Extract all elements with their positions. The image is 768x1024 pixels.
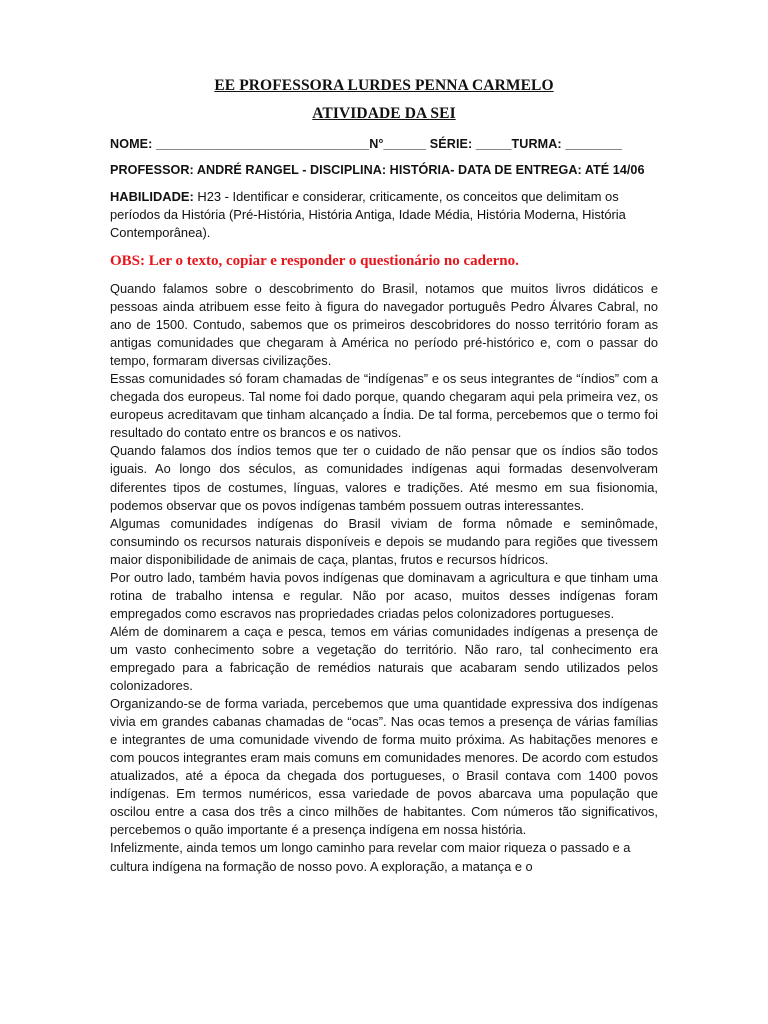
obs-instruction: OBS: Ler o texto, copiar e responder o questionário no caderno. <box>110 253 519 269</box>
paragraph: Por outro lado, também havia povos indígenas que dominavam a agricultura e que tinham uma rotina de trabalho intensa e regular. Não por acaso, muitos desses indígenas foram empregados como escravos nas propriedades criadas pelos colonizadores portugueses. <box>110 569 658 621</box>
professor-info-line: PROFESSOR: ANDRÉ RANGEL - DISCIPLINA: HISTÓRIA- DATA DE ENTREGA: ATÉ 14/06 <box>110 162 645 177</box>
habilidade-text: H23 - Identificar e considerar, criticamente, os conceitos que delimitam os períodos da História (Pré-História, História Antiga, Idade Média, História Moderna, História Contemporânea). <box>110 189 626 240</box>
habilidade-label: HABILIDADE: <box>110 189 194 204</box>
habilidade-block <box>110 188 658 242</box>
paragraph: Algumas comunidades indígenas do Brasil viviam de forma nômade e seminômade, consumindo os recursos naturais disponíveis e depois se mudando para regiões que tivessem maior disponibilidade de animais de caça, plantas, frutos e recursos hídricos. <box>110 515 658 567</box>
school-name-heading: EE PROFESSORA LURDES PENNA CARMELO <box>214 77 554 94</box>
paragraph: Quando falamos dos índios temos que ter o cuidado de não pensar que os índios são todos iguais. Ao longo dos séculos, as comunidades indígenas aqui formadas desenvolveram diferentes tipos de costumes, línguas, valores e tradições. Até mesmo em sua fisionomia, podemos observar que os povos indígenas também possuem outras interessantes. <box>110 443 658 513</box>
reading-text <box>110 280 658 876</box>
paragraph: Infelizmente, ainda temos um longo caminho para revelar com maior riqueza o passado e a cultura indígena na formação de nosso povo. A exploração, a matança e o <box>110 840 631 874</box>
paragraph: Além de dominarem a caça e pesca, temos em várias comunidades indígenas a presença de um vasto conhecimento sobre a vegetação do território. Não raro, tal conhecimento era empregado para a fabricação de remédios naturais que acabaram sendo utilizados pelos colonizadores. <box>110 623 658 694</box>
paragraph: Organizando-se de forma variada, percebemos que uma quantidade expressiva dos indígenas vivia em grandes cabanas chamadas de “ocas”. Nas ocas temos a presença de várias famílias e integrantes de uma comunidade vivendo de forma muito próxima. As habitações menores e com poucos integrantes eram mais comuns em comunidades menores. De acordo com estudos atualizados, até a época da chegada dos portugueses, o Brasil contava com 1400 povos indígenas. Em termos numéricos, essa variedade de povos abarcava uma população que oscilou entre a casa dos três a cinco milhões de habitantes. Com números tão significativos, percebemos o quão importante é a presença indígena em nossa história. <box>110 696 658 838</box>
document-content <box>110 76 658 876</box>
paragraph: Essas comunidades só foram chamadas de “indígenas” e os seus integrantes de “índios” com a chegada dos europeus. Tal nome foi dado porque, quando chegaram aqui pela primeira vez, os europeus acreditavam que tinham alcançado a Índia. De tal forma, percebemos que o termo foi resultado do contato entre os brancos e os nativos. <box>110 371 658 441</box>
paragraph: Quando falamos sobre o descobrimento do Brasil, notamos que muitos livros didáticos e pessoas ainda atribuem esse feito à figura do navegador português Pedro Álvares Cabral, no ano de 1500. Contudo, sabemos que os primeiros descobridores do nosso território foram as antigas comunidades que chegaram à América no período pré-histórico e, com o passar do tempo, formaram diversas civilizações. <box>110 281 658 369</box>
student-info-line: NOME: ______________________________N°______ SÉRIE: _____TURMA: ________ <box>110 137 623 151</box>
activity-heading: ATIVIDADE DA SEI <box>312 105 456 122</box>
